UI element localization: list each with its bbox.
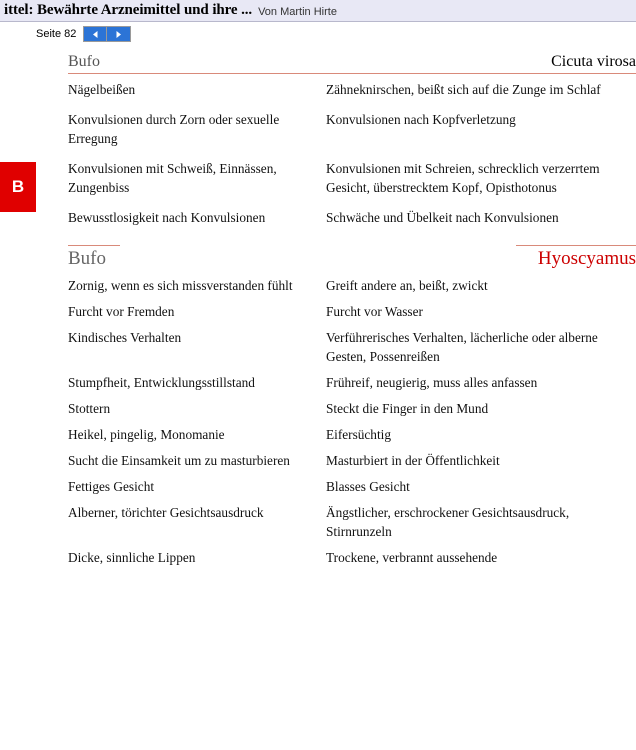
row-left-cell: Zornig, wenn es sich missverstanden fühlt bbox=[68, 278, 293, 293]
row-left-cell: Fettiges Gesicht bbox=[68, 479, 155, 494]
header-rule-right bbox=[516, 245, 636, 246]
chapter-tab-letter: B bbox=[11, 177, 25, 196]
header-rule-left bbox=[68, 245, 120, 246]
page-nav-group bbox=[83, 26, 131, 42]
row-left-cell: Konvulsionen durch Zorn oder sexuelle Erregung bbox=[68, 112, 280, 146]
table-row bbox=[68, 399, 636, 418]
table-row bbox=[68, 451, 636, 470]
comparison-section-bufo-cicuta bbox=[68, 53, 636, 227]
row-left-cell: Bewusstlosigkeit nach Konvulsionen bbox=[68, 210, 266, 225]
row-right-cell: Zähneknirschen, beißt sich auf die Zunge im Schlaf bbox=[326, 82, 601, 97]
row-left-cell: Furcht vor Fremden bbox=[68, 304, 175, 319]
table-row bbox=[68, 208, 636, 227]
section2-header-right bbox=[369, 245, 636, 270]
row-right-cell: Verführerisches Verhalten, lächerliche oder alberne Gesten, Possenreißen bbox=[326, 330, 598, 364]
document-page bbox=[0, 47, 636, 567]
section1-remedy-right: Cicuta virosa bbox=[551, 53, 636, 70]
table-row bbox=[68, 276, 636, 295]
row-left-cell: Heikel, pingelig, Monomanie bbox=[68, 427, 225, 442]
table-row bbox=[68, 110, 636, 148]
table-row bbox=[68, 503, 636, 541]
table-row bbox=[68, 548, 636, 567]
triangle-left-icon bbox=[91, 30, 100, 39]
row-left-cell: Sucht die Einsamkeit um zu masturbieren bbox=[68, 453, 290, 468]
section2-header bbox=[68, 245, 636, 270]
row-right-cell: Blasses Gesicht bbox=[326, 479, 410, 494]
row-right-cell: Eifersüchtig bbox=[326, 427, 391, 442]
next-page-button[interactable] bbox=[107, 27, 130, 41]
row-right-cell: Konvulsionen mit Schreien, schrecklich verzerrtem Gesicht, überstrecktem Kopf, Opisthotonus bbox=[326, 161, 600, 195]
row-right-cell: Frühreif, neugierig, muss alles anfassen bbox=[326, 375, 538, 390]
triangle-right-icon bbox=[114, 30, 123, 39]
section2-rows bbox=[68, 276, 636, 567]
previous-page-button[interactable] bbox=[84, 27, 107, 41]
row-left-cell: Alberner, törichter Gesichtsausdruck bbox=[68, 505, 264, 520]
table-row bbox=[68, 477, 636, 496]
section1-remedy-left: Bufo bbox=[68, 53, 100, 70]
section2-header-left bbox=[68, 245, 335, 270]
row-left-cell: Dicke, sinnliche Lippen bbox=[68, 550, 196, 565]
row-left-cell: Nägelbeißen bbox=[68, 82, 136, 97]
table-row bbox=[68, 159, 636, 197]
row-right-cell: Trockene, verbrannt aussehende bbox=[326, 550, 498, 565]
window-titlebar bbox=[0, 0, 636, 22]
table-row bbox=[68, 425, 636, 444]
table-row bbox=[68, 80, 636, 99]
section2-remedy-right: Hyoscyamus bbox=[537, 248, 636, 269]
page-toolbar bbox=[0, 22, 636, 47]
table-row bbox=[68, 373, 636, 392]
row-right-cell: Konvulsionen nach Kopfverletzung bbox=[326, 112, 516, 127]
document-author: Von Martin Hirte bbox=[258, 5, 337, 18]
row-right-cell: Ängstlicher, erschrockener Gesichtsausdruck, Stirnrunzeln bbox=[326, 505, 570, 539]
row-right-cell: Steckt die Finger in den Mund bbox=[326, 401, 489, 416]
page-number-label: Seite 82 bbox=[36, 28, 77, 40]
table-row bbox=[68, 328, 636, 366]
section1-header bbox=[68, 53, 636, 74]
table-row bbox=[68, 302, 636, 321]
section1-rows bbox=[68, 80, 636, 227]
comparison-section-bufo-hyoscyamus bbox=[68, 245, 636, 567]
row-left-cell: Stottern bbox=[68, 401, 111, 416]
row-left-cell: Stumpfheit, Entwicklungsstillstand bbox=[68, 375, 255, 390]
document-title: ittel: Bewährte Arzneimittel und ihre ... bbox=[4, 2, 253, 18]
row-right-cell: Schwäche und Übelkeit nach Konvulsionen bbox=[326, 210, 559, 225]
row-left-cell: Konvulsionen mit Schweiß, Einnässen, Zungenbiss bbox=[68, 161, 277, 195]
row-left-cell: Kindisches Verhalten bbox=[68, 330, 182, 345]
row-right-cell: Furcht vor Wasser bbox=[326, 304, 423, 319]
section2-remedy-left: Bufo bbox=[68, 248, 106, 269]
row-right-cell: Greift andere an, beißt, zwickt bbox=[326, 278, 488, 293]
row-right-cell: Masturbiert in der Öffentlichkeit bbox=[326, 453, 500, 468]
